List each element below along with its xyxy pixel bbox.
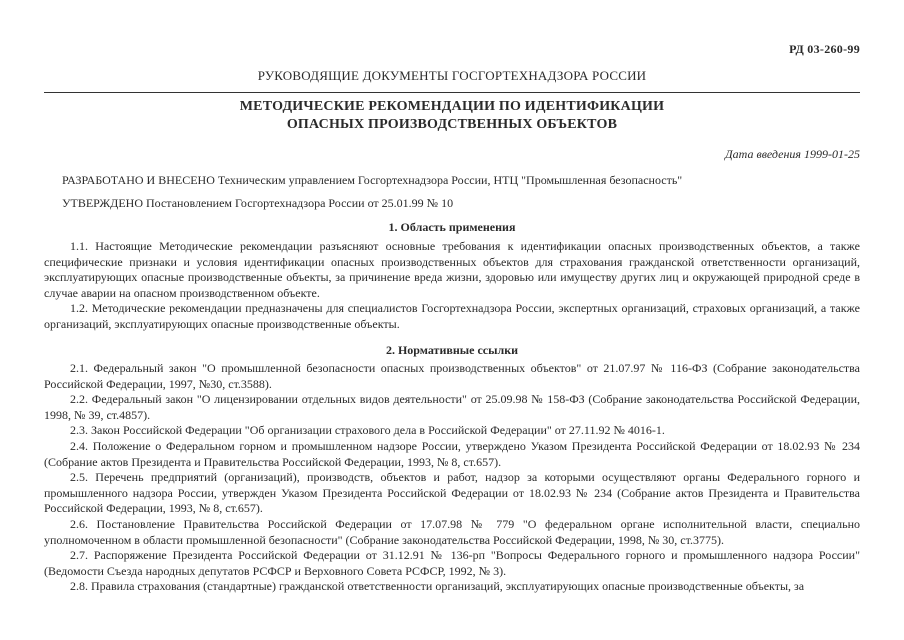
paragraph-2-1: 2.1. Федеральный закон "О промышленной безопасности опасных производственных объектов" от 21.07.97 № 116-ФЗ (Собрание законодательства Российской Федерации, 1997, №30, ст.3588). <box>44 361 860 391</box>
section2-body <box>44 361 860 595</box>
paragraph-2-4: 2.4. Положение о Федеральном горном и промышленном надзоре России, утверждено Указом Президента Российской Федерации от 18.02.93 № 234 (Собрание актов Президента и Правительства Российской Федерации, 1993, № 8, ст.657). <box>44 438 860 469</box>
section2-title: 2. Нормативные ссылки <box>385 343 519 357</box>
paragraph-1-2: 1.2. Методические рекомендации предназначены для специалистов Госгортехнадзора России, экспертных организаций, страховых организаций, а также организаций, эксплуатирующих опасные производственные объекты. <box>44 301 860 331</box>
document-title <box>0 98 904 134</box>
document-code: РД 03-260-99 <box>789 42 860 56</box>
series-title: РУКОВОДЯЩИЕ ДОКУМЕНТЫ ГОСГОРТЕХНАДЗОРА РОССИИ <box>257 68 647 83</box>
paragraph-2-2: 2.2. Федеральный закон "О лицензировании отдельных видов деятельности" от 25.09.98 № 158-ФЗ (Собрание законодательства Российской Федерации, 1998, № 39, ст.4857). <box>44 392 860 422</box>
intro-date: Дата введения 1999-01-25 <box>725 147 860 161</box>
paragraph-2-5: 2.5. Перечень предприятий (организаций), производств, объектов и работ, надзор за которыми осуществляют органы Федерального горного и промышленного надзора России, утвержден Указом Президента Российской Федерации от 18.02.93 № 234 (Собрание актов Президента и Правительства Российской Федерации, 1993, № 8, ст.657). <box>44 470 860 516</box>
section1-title: 1. Область применения <box>388 220 516 234</box>
paragraph-2-8: 2.8. Правила страхования (стандартные) гражданской ответственности организаций, эксплуатирующих опасные производственные объекты, за <box>70 579 805 594</box>
developed-by: РАЗРАБОТАНО И ВНЕСЕНО Техническим управлением Госгортехнадзора России, НТЦ "Промышленная безопасность" <box>62 173 683 187</box>
paragraph-2-3: 2.3. Закон Российской Федерации "Об организации страхового дела в Российской Федерации" от 27.11.92 № 4016-1. <box>70 423 665 438</box>
paragraph-2-7: 2.7. Распоряжение Президента Российской Федерации от 31.12.91 № 136-рп "Вопросы Федерального горного и промышленного надзора России" (Ведомости Съезда народных депутатов РСФСР и Верховного Совета РСФСР, 1992, № 3). <box>44 548 860 578</box>
document-title-line2: ОПАСНЫХ ПРОИЗВОДСТВЕННЫХ ОБЪЕКТОВ <box>286 117 618 132</box>
header-divider <box>44 92 860 93</box>
approved-by: УТВЕРЖДЕНО Постановлением Госгортехнадзора России от 25.01.99 № 10 <box>62 196 454 210</box>
paragraph-2-6: 2.6. Постановление Правительства Российской Федерации от 17.07.98 № 779 "О федеральном органе исполнительной власти, специально уполномоченном в области промышленной безопасности" (Собрание законодательства Российской Федерации, 1998, № 30, ст.3775). <box>44 516 860 547</box>
section1-body <box>44 239 860 333</box>
document-title-line1: МЕТОДИЧЕСКИЕ РЕКОМЕНДАЦИИ ПО ИДЕНТИФИКАЦИИ <box>239 99 665 114</box>
paragraph-1-1: 1.1. Настоящие Методические рекомендации разъясняют основные требования к идентификации опасных производственных объектов, а также специфические признаки и условия идентификации опасных производственных объектов для страхования гражданской ответственности организаций, эксплуатирующих опасные производственные объекты, за причинение вреда жизни, здоровью или имуществу других лиц и окружающей природной среде в случае аварии на опасном производственном объекте. <box>44 239 860 300</box>
